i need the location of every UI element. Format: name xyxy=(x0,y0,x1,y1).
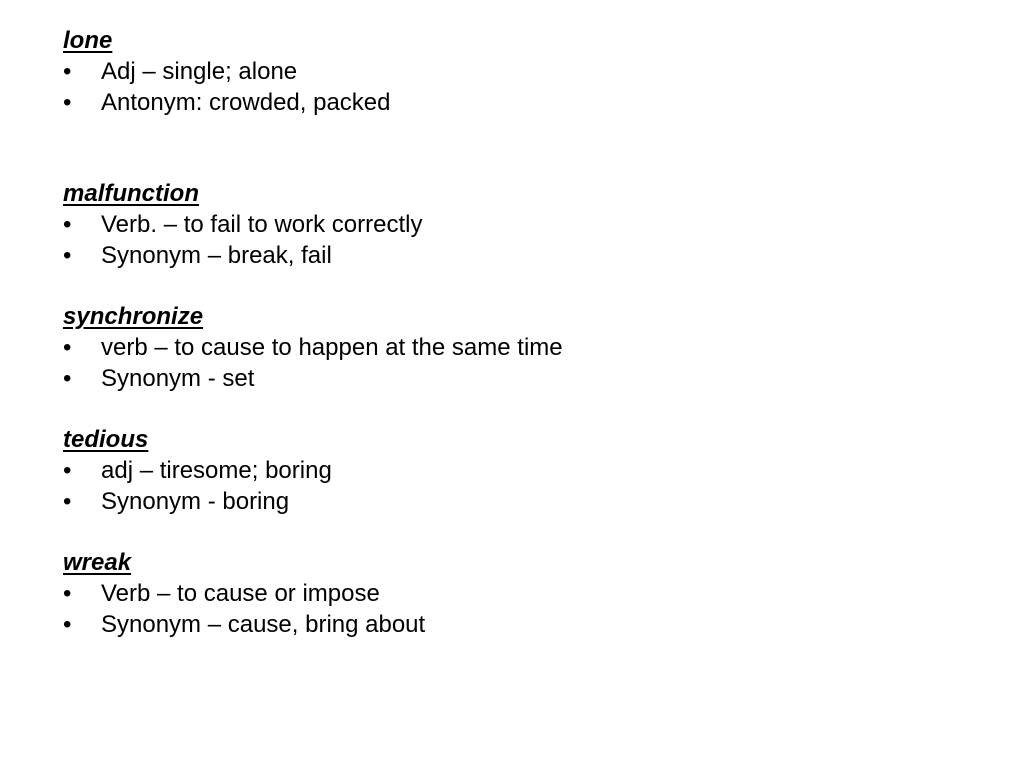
definition-text: adj – tiresome; boring xyxy=(101,457,332,484)
definition-item xyxy=(63,332,963,363)
definition-item xyxy=(63,609,963,640)
bullet-icon: • xyxy=(63,211,72,238)
bullet-icon: • xyxy=(63,580,72,607)
vocab-term: tedious xyxy=(63,426,149,453)
vocab-term: synchronize xyxy=(63,303,204,330)
definition-item xyxy=(63,209,963,240)
definition-list xyxy=(63,56,963,118)
definition-text: Synonym – cause, bring about xyxy=(101,611,426,638)
vocab-term: lone xyxy=(63,27,113,54)
definition-text: Synonym - set xyxy=(101,365,255,392)
definition-text: verb – to cause to happen at the same time xyxy=(101,334,563,361)
definition-item xyxy=(63,240,963,271)
spacer xyxy=(63,394,963,424)
vocab-entry-lone xyxy=(63,25,963,118)
bullet-icon: • xyxy=(63,365,72,392)
vocab-entry-malfunction xyxy=(63,178,963,271)
definition-text: Verb. – to fail to work correctly xyxy=(101,211,423,238)
definition-text: Verb – to cause or impose xyxy=(101,580,380,607)
definition-text: Synonym - boring xyxy=(101,488,290,515)
definition-list xyxy=(63,455,963,517)
bullet-icon: • xyxy=(63,334,72,361)
bullet-icon: • xyxy=(63,242,72,269)
vocab-term: wreak xyxy=(63,549,132,576)
definition-item xyxy=(63,455,963,486)
spacer xyxy=(63,271,963,301)
definition-item xyxy=(63,87,963,118)
definition-item xyxy=(63,486,963,517)
definition-item xyxy=(63,56,963,87)
bullet-icon: • xyxy=(63,488,72,515)
spacer xyxy=(63,118,963,178)
vocabulary-list xyxy=(63,25,963,640)
vocab-entry-wreak xyxy=(63,547,963,640)
vocab-term: malfunction xyxy=(63,180,199,207)
definition-item xyxy=(63,363,963,394)
definition-text: Synonym – break, fail xyxy=(101,242,332,269)
definition-text: Antonym: crowded, packed xyxy=(101,89,391,116)
definition-list xyxy=(63,209,963,271)
bullet-icon: • xyxy=(63,89,72,116)
definition-list xyxy=(63,578,963,640)
bullet-icon: • xyxy=(63,58,72,85)
vocab-entry-synchronize xyxy=(63,301,963,394)
bullet-icon: • xyxy=(63,611,72,638)
definition-list xyxy=(63,332,963,394)
definition-text: Adj – single; alone xyxy=(101,58,298,85)
spacer xyxy=(63,517,963,547)
vocab-entry-tedious xyxy=(63,424,963,517)
bullet-icon: • xyxy=(63,457,72,484)
definition-item xyxy=(63,578,963,609)
